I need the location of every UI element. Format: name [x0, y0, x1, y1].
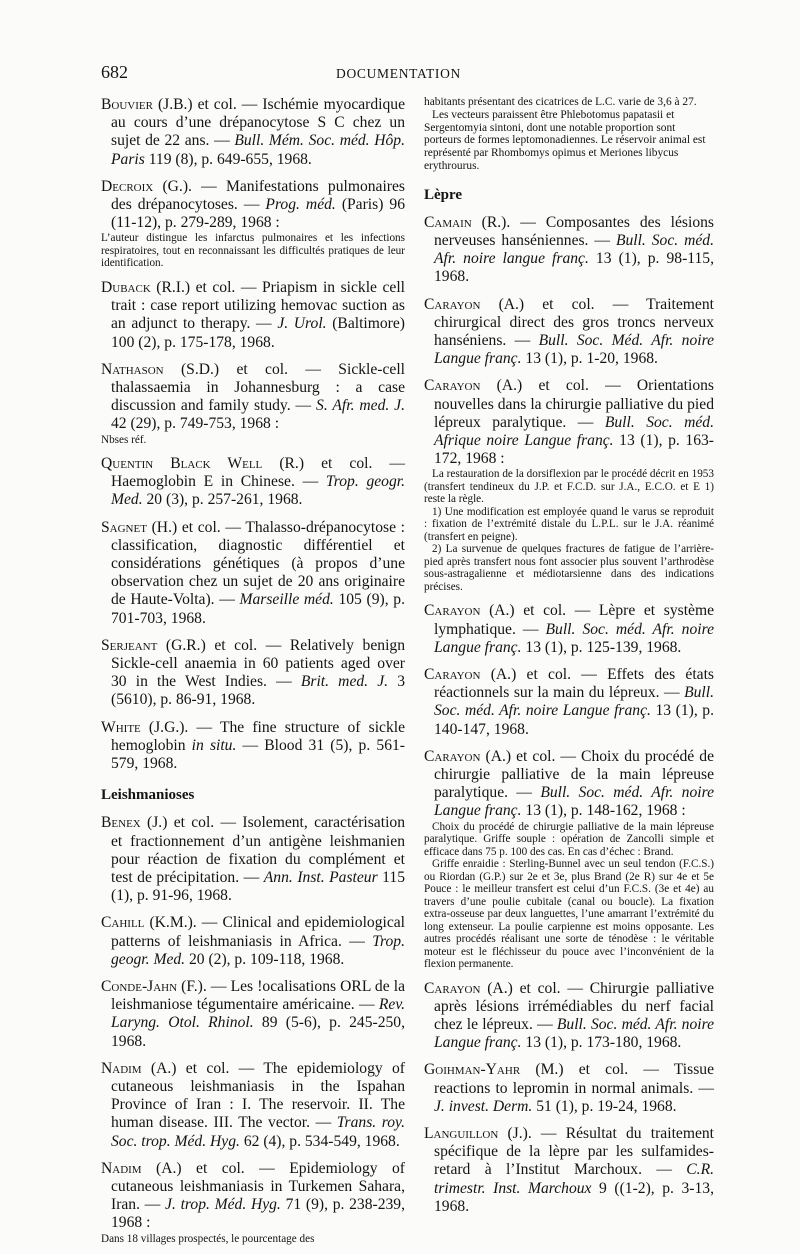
citation-entry: [101, 814, 405, 905]
citation-entry: [101, 455, 405, 510]
author-name: White: [101, 718, 141, 736]
citation-text: [101, 1060, 405, 1151]
citation-text: [101, 978, 405, 1051]
journal-name: J. invest. Derm.: [434, 1097, 533, 1115]
citation-entry: [424, 748, 714, 971]
journal-name: Marseille méd.: [239, 591, 334, 609]
citation-entry: [101, 719, 405, 774]
journal-name: J. trop. Méd. Hyg.: [165, 1196, 281, 1214]
citation-title: (F.). — Les !ocalisations ORL de la leishmaniose tégumentaire américaine. —: [111, 977, 405, 1014]
citation-details: 115 (1), p. 91-96, 1968.: [111, 868, 405, 905]
citation-title: (R.I.) et col. — Priapism in sickle cell trait : case report utilizing hemovac suction as an adjunct to therapy. —: [111, 278, 405, 333]
citation-text: [424, 980, 714, 1053]
citation-details: 89 (5-6), p. 245-250, 1968.: [111, 1014, 405, 1050]
citation-details: (Baltimore) 100 (2), p. 175-178, 1968.: [111, 315, 405, 351]
citation-entry: [101, 96, 405, 169]
abstract-paragraph: Choix du procédé de chirurgie palliative de la main lépreuse paralytique. Griffe souple : opération de Zancolli simple et efficace dans 75 p. 100 des cas. En cas d’échec : Brand.: [424, 820, 714, 858]
citation-text: [424, 296, 714, 369]
continued-abstract-line: habitants présentant des cicatrices de L.C. varie de 3,6 à 27.: [424, 96, 697, 108]
citation-title: (A.) et col. — The epidemiology of cutaneous leishmaniasis in the Ispahan Province of Iran : I. The reservoir. II. The human disease. III. The vector. —: [111, 1059, 405, 1132]
citation-title: (K.M.). — Clinical and epidemiological patterns of leishmaniasis in Africa. —: [111, 914, 405, 950]
citation-entry: [101, 978, 405, 1051]
author-name: Conde-Jahn: [101, 977, 178, 995]
journal-name: Bull. Mém. Soc. méd. Hôp. Paris: [111, 132, 405, 168]
citation-title: (R.) et col. — Haemoglobin E in Chinese. —: [111, 455, 405, 491]
citation-text: [424, 377, 714, 468]
author-name: Carayon: [424, 602, 481, 620]
citation-entry: [101, 914, 405, 969]
citation-details: 13 (1), p. 98-115, 1968.: [434, 250, 714, 286]
citation-details: 119 (8), p. 649-655, 1968.: [144, 150, 312, 168]
citation-text: [424, 1061, 714, 1116]
citation-text: [101, 455, 405, 510]
citation-title: (J.) et col. — Isolement, caractérisation et fractionnement d’un antigène leishmanien pour réaction de fixation du complément et test de précipitation. —: [111, 814, 405, 886]
left-column: [101, 96, 405, 1254]
journal-name: Trop. geogr. Med.: [111, 473, 405, 509]
citation-text: [101, 1160, 405, 1233]
citation-details: 13 (1), p. 173-180, 1968.: [521, 1034, 682, 1052]
right-column: [424, 96, 714, 1225]
citation-details: 20 (2), p. 109-118, 1968.: [185, 950, 345, 968]
citation-entry: [424, 666, 714, 739]
citation-details: 13 (1), p. 140-147, 1968.: [434, 702, 714, 738]
citation-details: — Blood 31 (5), p. 561-579, 1968.: [111, 736, 405, 773]
citation-text: [101, 814, 405, 905]
citation-entry: [424, 1061, 714, 1116]
citation-title: (A.) et col. — Effets des états réactionnels sur la main du lépreux. —: [434, 666, 714, 702]
citation-text: [101, 719, 405, 774]
citation-entry: [101, 1060, 405, 1151]
author-name: Carayon: [424, 377, 481, 395]
journal-name: Trans. roy. Soc. trop. Méd. Hyg.: [111, 1114, 405, 1150]
author-name: Languillon: [424, 1125, 499, 1143]
citation-title: (S.D.) et col. — Sickle-cell thalassaemia in Johannesburg : a case discussion and family study. —: [111, 360, 405, 415]
citation-entry: [424, 1125, 714, 1216]
author-name: Nadim: [101, 1059, 142, 1077]
journal-name: Bull. Soc. Méd. Afr. noire Langue franç.: [434, 332, 714, 368]
author-name: Bouvier: [101, 96, 153, 113]
author-name: Nadim: [101, 1159, 142, 1177]
citation-title: (J.G.). — The fine structure of sickle hemoglobin: [111, 718, 405, 754]
abstract-note: Nbses réf.: [101, 433, 147, 446]
abstract-paragraph: Griffe enraidie : Sterling-Bunnel avec un seul tendon (F.C.S.) ou Riordan (G.P.) sur 2e et 3e, plus Brand (2e R) sur 4e et 5e Pouce : le meilleur transfert est celui d’un F.C.S. (3e et 4e) au travers d’une poulie cubitale (canal ou boucle). La fixation extra-osseuse par deux languettes, l’une amarrant l’extrémité du long extenseur. La poulie carpienne est moins opposante. Les autres procédés réalisant une sorte de ténodèse : le véritable moteur est le fléchisseur du pouce avec l’inconvénient de la flexion permanente.: [424, 858, 714, 971]
citation-entry: [424, 296, 714, 369]
citation-details: 3 (5610), p. 86-91, 1968.: [111, 673, 406, 709]
citation-title: (A.) et col. — Orientations nouvelles dans la chirurgie palliative du pied lépreux paralytique. —: [434, 377, 714, 431]
citation-entry: [101, 637, 405, 710]
abstract-note: [424, 821, 714, 971]
journal-name: Bull. Soc. méd. Afrique noire Langue franç.: [434, 413, 714, 450]
leishmanioses-entry-list: [101, 814, 405, 1245]
journal-name: Bull. Soc. méd. Afr. noire Langue franç.: [434, 1016, 714, 1052]
citation-details: 13 (1), p. 1-20, 1968.: [521, 350, 658, 368]
citation-entry: [101, 361, 405, 446]
citation-details: 62 (4), p. 534-549, 1968.: [239, 1132, 400, 1150]
journal-name: J. Urol.: [277, 315, 327, 333]
journal-name: Trop. geogr. Med.: [111, 932, 405, 968]
journal-name: Bull. Soc. méd. Afr. noire Langue franç.: [434, 620, 715, 656]
author-name: Quentin Black Well: [101, 455, 263, 473]
citation-entry: [101, 519, 405, 628]
citation-entry: [424, 980, 714, 1053]
page-number: 682: [101, 62, 128, 82]
citation-title: (H.) et col. — Thalasso-drépanocytose : classification, diagnostic différentiel et considérations génétiques (à propos d’une observation chez un sujet de 20 ans originaire de Haute-Volta). —: [111, 518, 405, 609]
author-name: Carayon: [424, 666, 481, 684]
journal-name: Prog. méd.: [265, 196, 336, 214]
author-name: Cahill: [101, 914, 145, 932]
citation-text: [424, 748, 714, 821]
author-name: Camain: [424, 213, 472, 231]
citation-text: [101, 519, 405, 628]
journal-name: Bull. Soc. méd. Afr. noire langue franç.: [434, 231, 714, 268]
continued-abstract-line: Les vecteurs paraissent être Phlebotomus papatasii et Sergentomyia sintoni, dont une notable proportion sont porteurs de formes leptomonadiennes. Le réservoir animal est représenté par Rhombomys opimus et Meriones libycus erythrourus.: [424, 108, 706, 172]
citation-title: (A.) et col. — Epidemiology of cutaneous leishmaniasis in Turkemen Sahara, Iran. —: [111, 1159, 405, 1214]
citation-title: (A.) et col. — Choix du procédé de chirurgie palliative de la main lépreuse paralytique. —: [434, 747, 714, 802]
citation-text: [424, 1125, 714, 1216]
running-header: DOCUMENTATION: [336, 66, 462, 81]
abstract-paragraph: La restauration de la dorsiflexion par le procédé décrit en 1953 (transfert tendineux du J.P. et F.C.D. sur J.A., E.C.O. et E 1) reste la règle.: [424, 468, 714, 506]
citation-entry: [101, 279, 405, 352]
lepre-entry-list: [424, 214, 714, 1216]
citation-title: (A.) et col. — Traitement chirurgical direct des gros troncs nerveux hanséniens. —: [434, 295, 714, 349]
citation-details: 20 (3), p. 257-261, 1968.: [142, 491, 303, 509]
author-name: Goihman-Yahr: [424, 1061, 521, 1079]
citation-text: [424, 602, 714, 657]
citation-details: 13 (1), p. 148-162, 1968 :: [521, 802, 686, 820]
citation-details: (Paris) 96 (11-12), p. 279-289, 1968 :: [111, 196, 405, 232]
citation-text: [424, 666, 714, 739]
journal-name: C.R. trimestr. Inst. Marchoux: [434, 1161, 714, 1197]
citation-title: (J.B.) et col. — Ischémie myocardique au cours d’une drépanocytose S C chez un sujet de 22 ans. —: [111, 96, 405, 150]
author-name: Carayon: [424, 747, 481, 765]
citation-text: [424, 214, 714, 287]
journal-name: Rev. Laryng. Otol. Rhinol.: [111, 996, 405, 1032]
journal-name: Ann. Inst. Pasteur: [263, 868, 378, 886]
author-name: Decroix: [101, 177, 154, 195]
citation-details: 71 (9), p. 238-239, 1968 :: [111, 1196, 405, 1232]
abstract-paragraph: 1) Une modification est employée quand le varus se reproduit : fixation de l’extrémité distale du L.P.L. sur le J.A. réanimé (transfert en peigne).: [424, 505, 714, 543]
citation-entry: [101, 178, 405, 270]
author-name: Carayon: [424, 295, 481, 313]
author-name: Duback: [101, 278, 151, 296]
abstract-note: L’auteur distingue les infarctus pulmonaires et les infections respiratoires, tout en reconnaissant les difficultés pratiques de leur identification.: [101, 232, 405, 270]
citation-title: (R.). — Composantes des lésions nerveuses hanséniennes. —: [434, 213, 714, 249]
citation-title: (M.) et col. — Tissue reactions to lepromin in normal animals. —: [434, 1061, 714, 1097]
section-heading-leishmanioses: Leishmanioses: [101, 787, 195, 804]
journal-name: Brit. med. J.: [300, 673, 389, 691]
author-name: Benex: [101, 814, 141, 832]
abstract-note: Dans 18 villages prospectés, le pourcentage des: [101, 1232, 315, 1245]
citation-details: 42 (29), p. 749-753, 1968 :: [111, 415, 280, 433]
citation-title: (G.). — Manifestations pulmonaires des drépanocytoses. —: [111, 177, 405, 214]
citation-details: 13 (1), p. 163-172, 1968 :: [434, 432, 714, 468]
journal-name: Bull. Soc. méd. Afr. noire Langue franç.: [434, 784, 714, 820]
continued-abstract: [424, 96, 714, 173]
citation-text: [101, 361, 405, 434]
section-heading-lepre: Lèpre: [424, 186, 463, 203]
left-entry-list: [101, 96, 405, 773]
citation-details: 51 (1), p. 19-24, 1968.: [532, 1097, 677, 1115]
citation-title: (J.). — Résultat du traitement spécifique de la lèpre par les sulfamides-retard à l’Institut Marchoux. —: [434, 1125, 714, 1179]
citation-text: [101, 178, 405, 233]
citation-text: [101, 279, 405, 352]
citation-title: (A.) et col. — Chirurgie palliative après lésions irrémédiables du nerf facial chez le lépreux. —: [434, 979, 714, 1034]
journal-name: Bull. Soc. méd. Afr. noire Langue franç.: [434, 684, 714, 720]
citation-text: [101, 914, 405, 969]
citation-entry: [424, 377, 714, 593]
abstract-note: [424, 468, 714, 593]
citation-title: (A.) et col. — Lèpre et système lymphatique. —: [434, 602, 714, 638]
citation-entry: [424, 602, 714, 657]
citation-details: 13 (1), p. 125-139, 1968.: [521, 638, 682, 656]
citation-entry: [424, 214, 714, 287]
journal-name: in situ.: [191, 736, 237, 754]
journal-name: S. Afr. med. J.: [316, 397, 405, 415]
citation-text: [101, 96, 405, 169]
author-name: Sagnet: [101, 518, 147, 536]
citation-details: 9 ((1-2), p. 3-13, 1968.: [434, 1179, 714, 1215]
citation-details: 105 (9), p. 701-703, 1968.: [111, 591, 405, 627]
abstract-paragraph: 2) La survenue de quelques fractures de fatigue de l’arrière-pied après transfert nous font associer plus souvent l’arthrodèse sous-astragalienne et médiotarsienne dans des indications précises.: [424, 543, 714, 593]
citation-entry: [101, 1160, 405, 1245]
author-name: Serjeant: [101, 636, 158, 654]
author-name: Carayon: [424, 979, 481, 997]
citation-title: (G.R.) et col. — Relatively benign Sickle-cell anaemia in 60 patients aged over 30 in the West Indies. —: [111, 636, 405, 691]
citation-text: [101, 637, 405, 710]
author-name: Nathason: [101, 360, 164, 378]
